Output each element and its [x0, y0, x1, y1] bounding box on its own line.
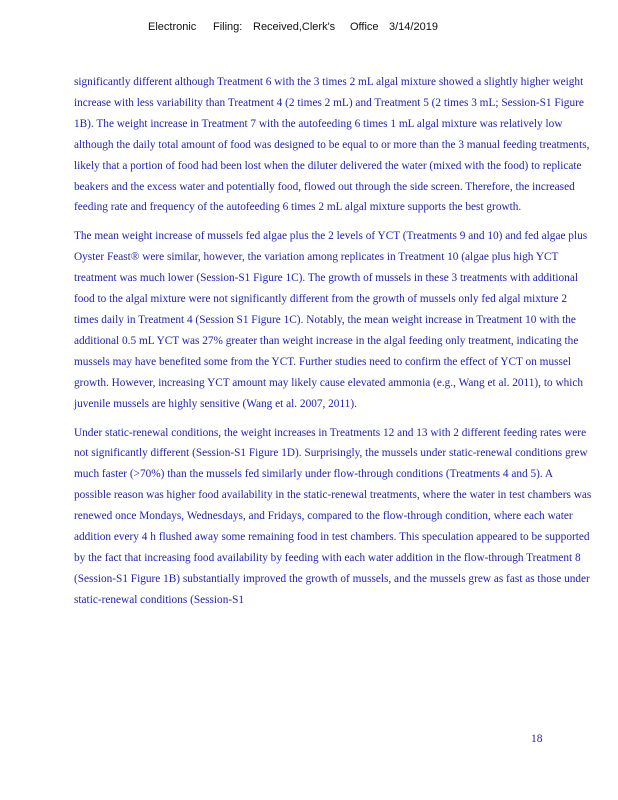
header-date: 3/14/2019: [389, 21, 438, 33]
header-received-clerks: Received,Clerk's: [253, 21, 336, 33]
header-filing: Filing:: [213, 21, 243, 33]
document-body: [74, 72, 592, 611]
paragraph-2: The mean weight increase of mussels fed algae plus the 2 levels of YCT (Treatments 9 and 10) and fed algae plus Oyster Feast® were similar, however, the variation among replicates in Treatment 10 (algae plus high YCT treatment was much lower (Session-S1 Figure 1C). The growth of mussels in these 3 treatments with additional food to the algal mixture were not significantly different from the growth of mussels only fed algal mixture 2 times daily in Treatment 4 (Session S1 Figure 1C). Notably, the mean weight increase in Treatment 10 with the additional 0.5 mL YCT was 27% greater than weight increase in the algal feeding only treatment, indicating the mussels may have benefited some from the YCT. Further studies need to confirm the effect of YCT on mussel growth. However, increasing YCT amount may likely cause elevated ammonia (e.g., Wang et al. 2011), to which juvenile mussels are highly sensitive (Wang et al. 2007, 2011).: [74, 230, 588, 410]
page-number: 18: [531, 733, 543, 745]
header-electronic: Electronic: [148, 21, 197, 33]
header-office: Office: [350, 21, 379, 33]
paragraph-3: Under static-renewal conditions, the weight increases in Treatments 12 and 13 with 2 different feeding rates were not significantly different (Session-S1 Figure 1D). Surprisingly, the mussels under static-renewal conditions grew much faster (>70%) than the mussels fed similarly under flow-through conditions (Treatments 4 and 5). A possible reason was higher food availability in the static-renewal treatments, where the water in test chambers was renewed once Mondays, Wednesdays, and Fridays, compared to the flow-through condition, where each water addition every 4 h flushed away some remaining food in test chambers. This speculation appeared to be supported by the fact that increasing food availability by feeding with each water addition in the flow-through Treatment 8 (Session-S1 Figure 1B) substantially improved the growth of mussels, and the mussels grew as fast as those under static-renewal conditions (Session-S1: [74, 426, 592, 606]
paragraph-1: significantly different although Treatment 6 with the 3 times 2 mL algal mixture showed a slightly higher weight increase with less variability than Treatment 4 (2 times 2 mL) and Treatment 5 (2 times 3 mL; Session-S1 Figure 1B). The weight increase in Treatment 7 with the autofeeding 6 times 1 mL algal mixture was relatively low although the daily total amount of food was designed to be equal to or more than the 3 manual feeding treatments, likely that a portion of food had been lost when the diluter delivered the water (mixed with the food) to replicate beakers and the excess water and potentially food, flowed out through the side screen. Therefore, the increased feeding rate and frequency of the autofeeding 6 times 2 mL algal mixture supports the best growth.: [74, 76, 590, 214]
